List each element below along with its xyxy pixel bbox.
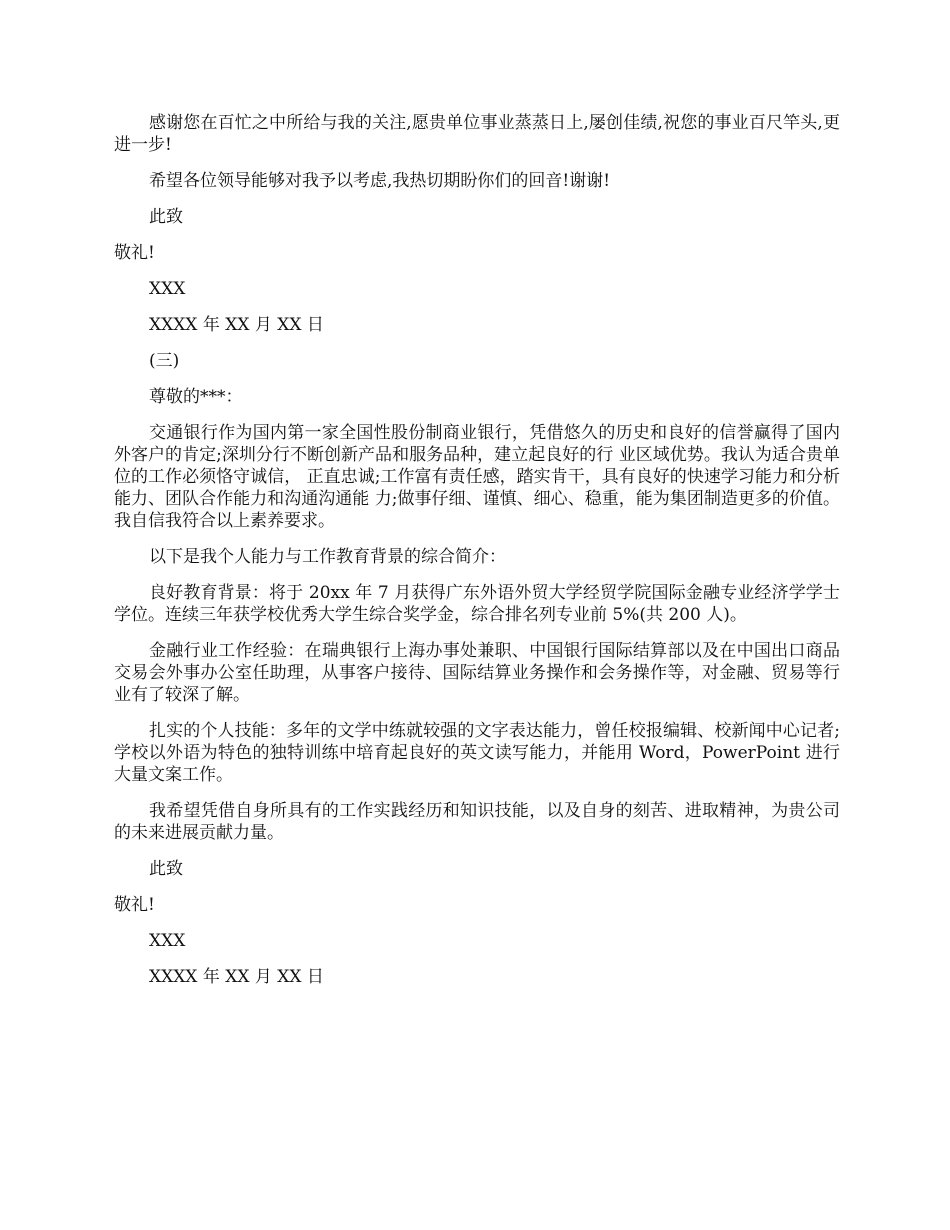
signature-name: XXX xyxy=(149,279,186,299)
signature-date: XXXX 年 XX 月 XX 日 xyxy=(149,315,324,335)
hope-consideration-paragraph: 希望各位领导能够对我予以考虑,我热切期盼你们的回音!谢谢! xyxy=(149,171,611,191)
skills-paragraph: 扎实的个人技能：多年的文学中练就较强的文字表达能力，曾任校报编辑、校新闻中心记者;学校以外语为特色的独特训练中培育起良好的英文读写能力，并能用 Word，PowerPoint 进行大量文案工作。 xyxy=(114,721,840,785)
experience-paragraph: 金融行业工作经验：在瑞典银行上海办事处兼职、中国银行国际结算部以及在中国出口商品交易会外事办公室任助理，从事客户接待、国际结算业务操作和会务操作等，对金融、贸易等行业有了较深了解。 xyxy=(114,641,840,705)
education-paragraph: 良好教育背景：将于 20xx 年 7 月获得广东外语外贸大学经贸学院国际金融专业经济学学士学位。连续三年获学校优秀大学生综合奖学金，综合排名列专业前 5%(共 200 人)。 xyxy=(114,583,840,625)
document-body xyxy=(114,112,840,1002)
section-number: (三) xyxy=(149,351,180,371)
contribution-paragraph: 我希望凭借自身所具有的工作实践经历和知识技能，以及自身的刻苦、进取精神，为贵公司的未来进展贡献力量。 xyxy=(114,801,840,843)
salutation-cizhi-2: 此致 xyxy=(149,859,183,879)
bank-intro-paragraph: 交通银行作为国内第一家全国性股份制商业银行，凭借悠久的历史和良好的信誉赢得了国内外客户的肯定;深圳分行不断创新产品和服务品种，建立起良好的行 业区域优势。我认为适合贵单位的工作必须恪守诚信， 正直忠诚;工作富有责任感，踏实肯干，具有良好的快速学习能力和分析能力、团队合作能力和沟通沟通能 力;做事仔细、谨慎、细心、稳重，能为集团制造更多的价值。我自信我符合以上素养要求。 xyxy=(114,423,840,531)
signature-date-2: XXXX 年 XX 月 XX 日 xyxy=(149,967,324,987)
signature-name-2: XXX xyxy=(149,931,186,951)
salutation-jingli-2: 敬礼! xyxy=(114,895,155,915)
salutation-cizhi: 此致 xyxy=(149,207,183,227)
summary-intro-paragraph: 以下是我个人能力与工作教育背景的综合简介： xyxy=(149,547,506,567)
greeting: 尊敬的***： xyxy=(149,387,243,407)
closing-wish-paragraph: 感谢您在百忙之中所给与我的关注,愿贵单位事业蒸蒸日上,屡创佳绩,祝您的事业百尺竿头,更进一步! xyxy=(114,113,840,155)
salutation-jingli: 敬礼! xyxy=(114,243,155,263)
